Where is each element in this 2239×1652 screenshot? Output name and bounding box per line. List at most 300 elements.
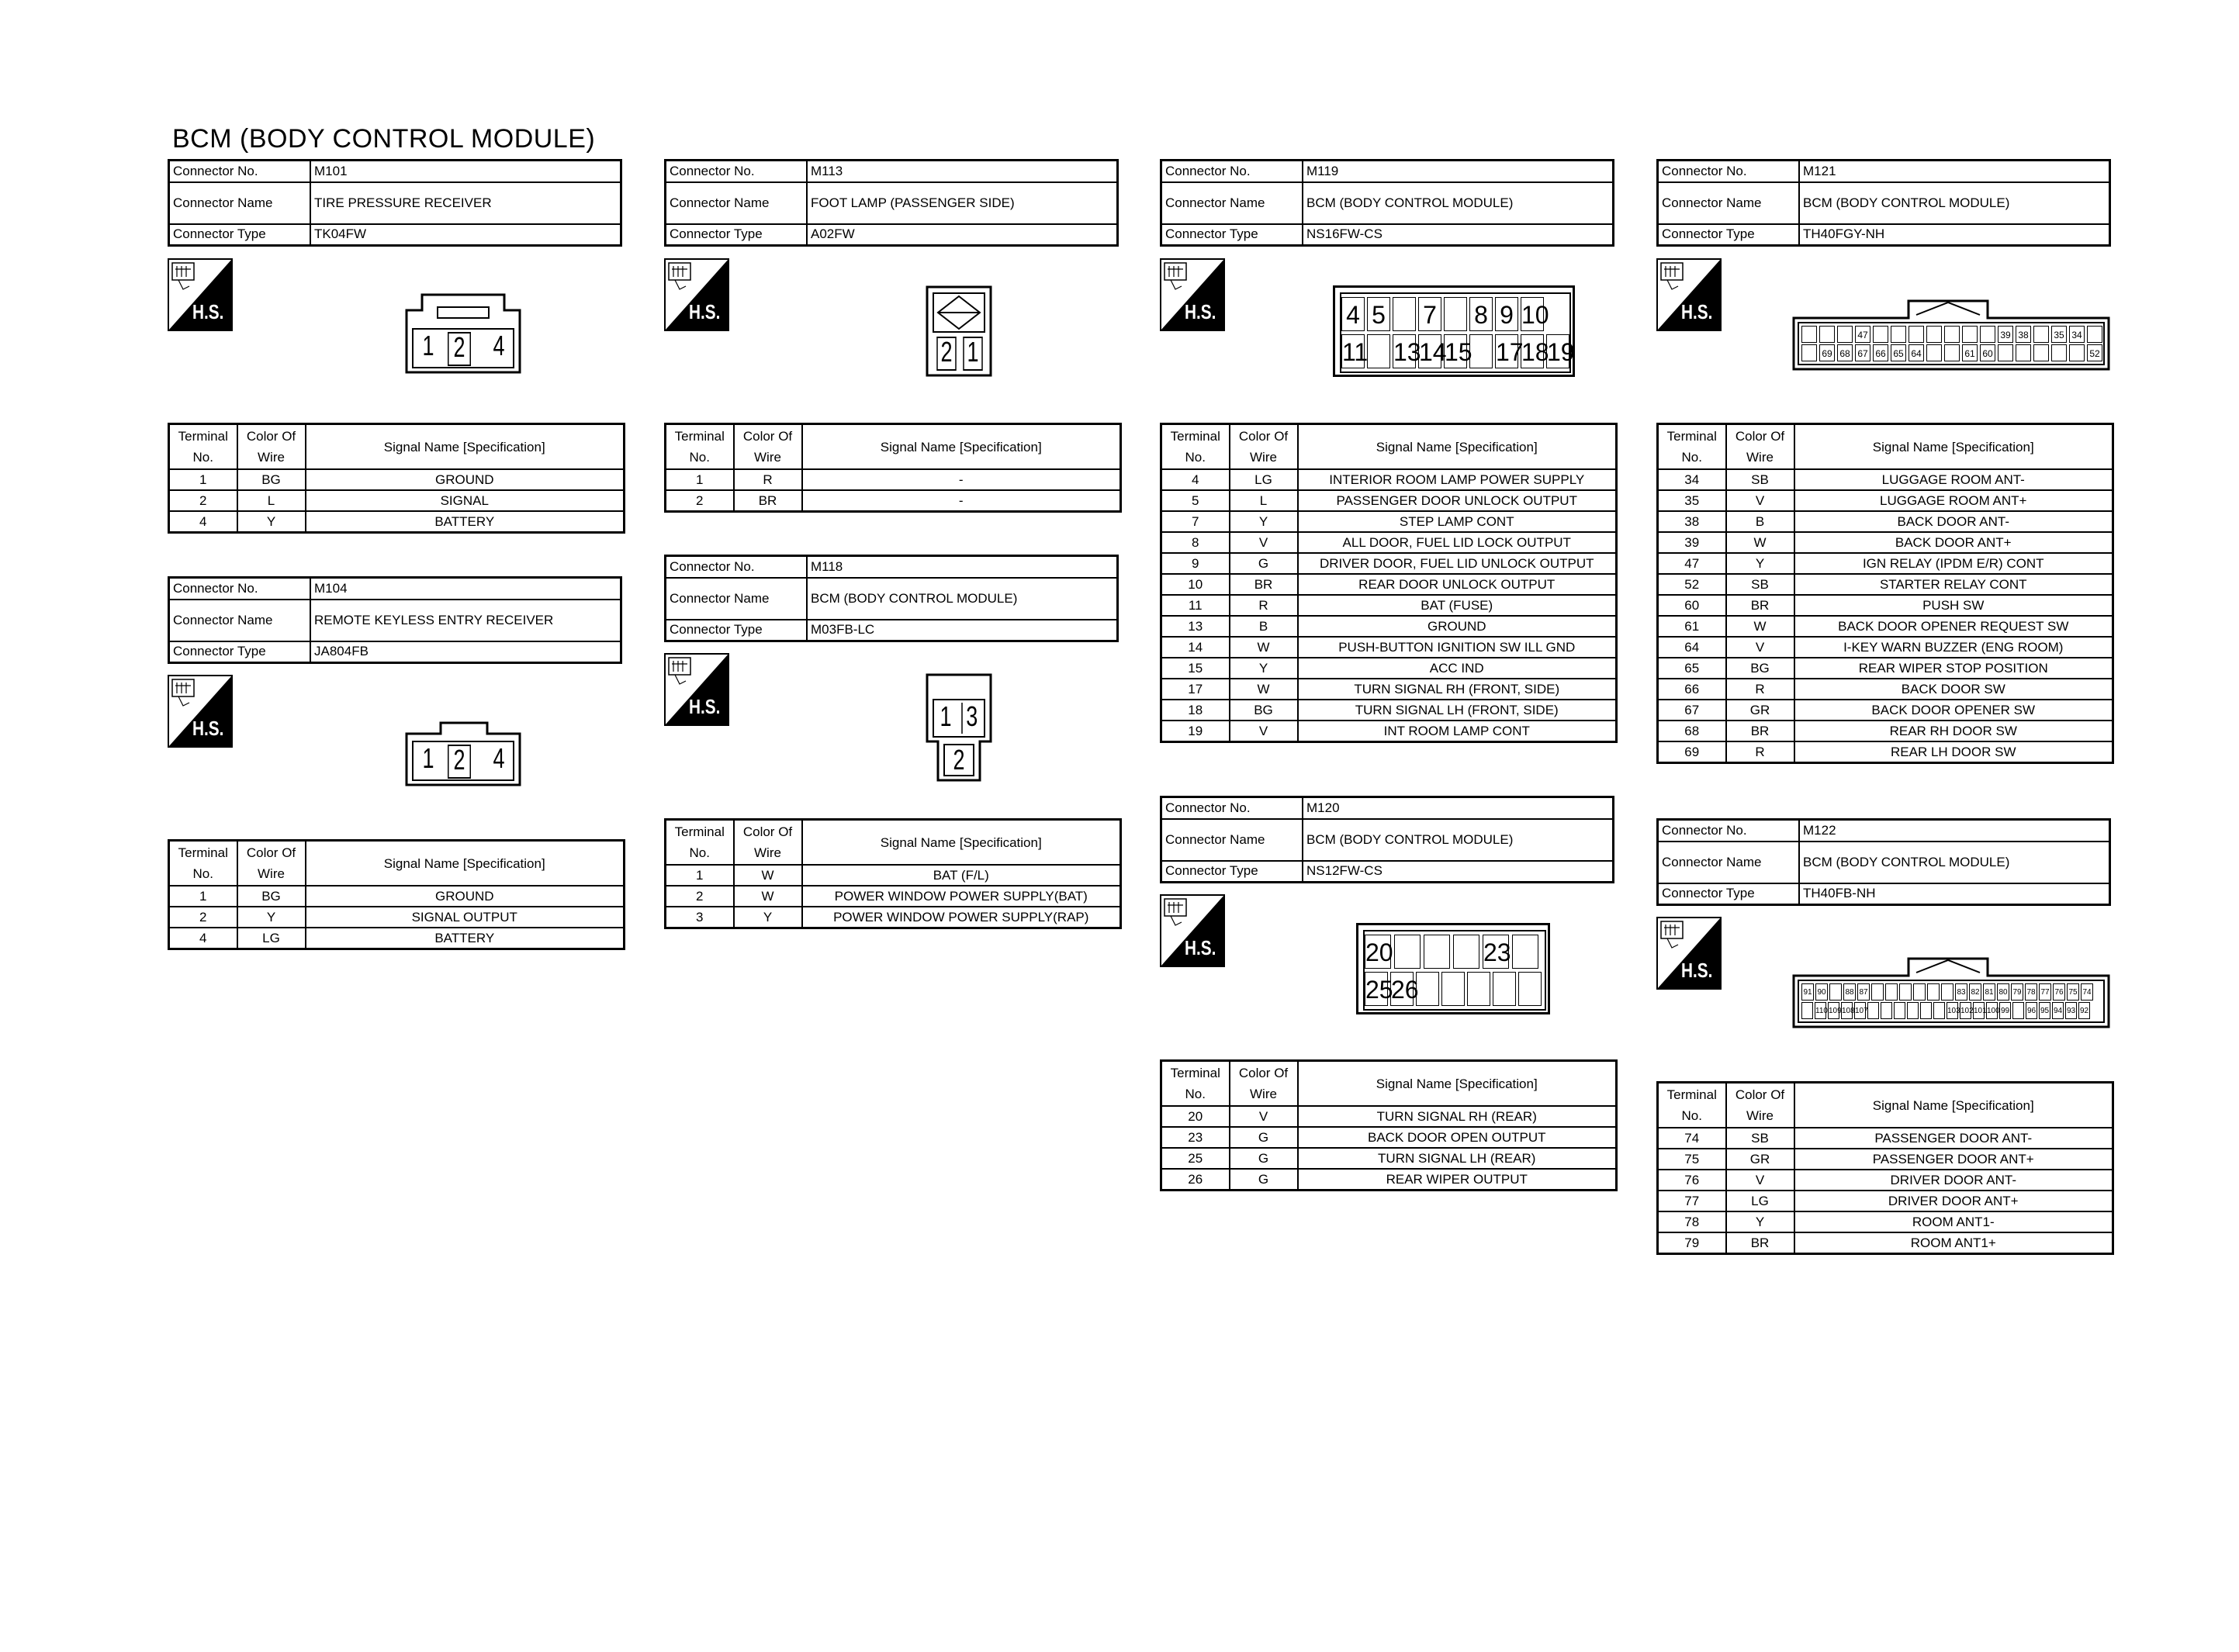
pin-empty bbox=[1441, 972, 1465, 1006]
table-row bbox=[666, 907, 1121, 928]
connector-face-m120 bbox=[1356, 923, 1550, 1014]
terminal-no-cell: 4 bbox=[169, 928, 237, 949]
terminal-no-cell: 2 bbox=[169, 490, 237, 511]
terminal-no-cell: 61 bbox=[1658, 616, 1726, 637]
pin-61: 61 bbox=[1962, 344, 1978, 361]
harness-side-icon bbox=[1656, 917, 1722, 990]
pin-102: 102 bbox=[1960, 1002, 1971, 1019]
signal-name-cell: GROUND bbox=[306, 886, 625, 907]
connector-info-m113 bbox=[664, 159, 1119, 247]
wire-color-cell: Y bbox=[1726, 553, 1794, 574]
pin-20: 20 bbox=[1365, 935, 1391, 969]
wire-color-cell: W bbox=[1726, 532, 1794, 553]
terminal-no-cell: 47 bbox=[1658, 553, 1726, 574]
terminal-no-cell: 14 bbox=[1161, 637, 1230, 658]
table-row bbox=[1658, 658, 2113, 679]
wire-color-cell: R bbox=[734, 469, 802, 490]
pin-empty bbox=[1801, 326, 1817, 343]
pin-empty bbox=[2069, 344, 2085, 361]
harness-side-icon bbox=[168, 675, 233, 748]
header-terminal-no: Terminal No. bbox=[666, 820, 734, 866]
wire-color-cell: W bbox=[734, 886, 802, 907]
label-connector-name: Connector Name bbox=[169, 182, 311, 224]
header-signal-name: Signal Name [Specification] bbox=[1298, 1061, 1617, 1107]
pin-77: 77 bbox=[2039, 983, 2051, 1001]
terminal-no-cell: 65 bbox=[1658, 658, 1726, 679]
label-connector-no: Connector No. bbox=[1161, 161, 1303, 182]
signal-name-cell: POWER WINDOW POWER SUPPLY(RAP) bbox=[802, 907, 1121, 928]
pin-1: 1 bbox=[422, 742, 434, 774]
terminal-no-cell: 69 bbox=[1658, 741, 1726, 763]
pin-empty bbox=[1829, 983, 1842, 1001]
pin-23: 23 bbox=[1483, 935, 1509, 969]
signal-name-cell: STEP LAMP CONT bbox=[1298, 511, 1617, 532]
table-row bbox=[169, 886, 625, 907]
connector-face-m119 bbox=[1333, 285, 1575, 377]
signal-name-cell: TURN SIGNAL RH (REAR) bbox=[1298, 1106, 1617, 1127]
pin-64: 64 bbox=[1909, 344, 1924, 361]
pin-92: 92 bbox=[2078, 1002, 2090, 1019]
signal-name-cell: STARTER RELAY CONT bbox=[1794, 574, 2113, 595]
terminal-no-cell: 5 bbox=[1161, 490, 1230, 511]
signal-table-m119 bbox=[1160, 423, 1618, 743]
pin-empty bbox=[2051, 344, 2067, 361]
pin-empty bbox=[1909, 326, 1924, 343]
wire-color-cell: SB bbox=[1726, 469, 1794, 490]
signal-name-cell: SIGNAL bbox=[306, 490, 625, 511]
terminal-no-cell: 1 bbox=[666, 865, 734, 886]
wire-color-cell: L bbox=[237, 490, 306, 511]
header-signal-name: Signal Name [Specification] bbox=[802, 820, 1121, 866]
pin-4: 4 bbox=[493, 742, 505, 774]
signal-name-cell: BACK DOOR OPENER SW bbox=[1794, 700, 2113, 721]
pin-empty bbox=[2016, 344, 2031, 361]
pin-2: 2 bbox=[936, 337, 957, 371]
pin-empty bbox=[1512, 935, 1538, 969]
header-signal-name: Signal Name [Specification] bbox=[306, 841, 625, 886]
pin-empty bbox=[1962, 326, 1978, 343]
pin-5: 5 bbox=[1367, 297, 1390, 331]
terminal-no-cell: 17 bbox=[1161, 679, 1230, 700]
pin-empty bbox=[1926, 326, 1942, 343]
pin-empty bbox=[2012, 1002, 2024, 1019]
label-connector-no: Connector No. bbox=[1161, 797, 1303, 819]
connector-type-value: TK04FW bbox=[310, 224, 621, 246]
pin-9: 9 bbox=[1495, 297, 1518, 331]
terminal-no-cell: 52 bbox=[1658, 574, 1726, 595]
label-connector-no: Connector No. bbox=[1658, 161, 1800, 182]
hs-label: H.S. bbox=[192, 717, 224, 740]
pin-60: 60 bbox=[1980, 344, 1995, 361]
connector-no-value: M118 bbox=[807, 556, 1118, 578]
table-row bbox=[1658, 595, 2113, 616]
header-color-of-wire: Color Of Wire bbox=[1230, 424, 1298, 470]
signal-name-cell: PUSH-BUTTON IGNITION SW ILL GND bbox=[1298, 637, 1617, 658]
pin-empty bbox=[1913, 983, 1926, 1001]
signal-name-cell: PUSH SW bbox=[1794, 595, 2113, 616]
pin-99: 99 bbox=[1999, 1002, 2011, 1019]
connector-no-value: M104 bbox=[310, 578, 621, 600]
wire-color-cell: Y bbox=[1230, 511, 1298, 532]
label-connector-name: Connector Name bbox=[666, 182, 808, 224]
wire-color-cell: R bbox=[1726, 679, 1794, 700]
terminal-no-cell: 13 bbox=[1161, 616, 1230, 637]
table-row bbox=[1658, 1170, 2113, 1191]
wire-color-cell: BR bbox=[1726, 721, 1794, 741]
connector-face-m101 bbox=[405, 293, 521, 374]
pin-96: 96 bbox=[2026, 1002, 2037, 1019]
connector-no-value: M119 bbox=[1303, 161, 1614, 182]
pin-empty bbox=[1801, 1002, 1813, 1019]
label-connector-type: Connector Type bbox=[1658, 224, 1800, 246]
table-row bbox=[1161, 1106, 1617, 1127]
pin-4: 4 bbox=[493, 330, 505, 361]
signal-name-cell: TURN SIGNAL RH (FRONT, SIDE) bbox=[1298, 679, 1617, 700]
header-signal-name: Signal Name [Specification] bbox=[306, 424, 625, 470]
connector-type-value: JA804FB bbox=[310, 641, 621, 663]
terminal-no-cell: 64 bbox=[1658, 637, 1726, 658]
connector-face-m122 bbox=[1792, 954, 2110, 1028]
pin-empty bbox=[1941, 983, 1954, 1001]
hs-label: H.S. bbox=[1185, 300, 1216, 323]
label-connector-name: Connector Name bbox=[1658, 182, 1800, 224]
pin-94: 94 bbox=[2052, 1002, 2064, 1019]
table-row bbox=[1658, 1191, 2113, 1211]
connector-type-value: NS16FW-CS bbox=[1303, 224, 1614, 246]
pin-15: 15 bbox=[1444, 334, 1467, 368]
signal-name-cell: REAR RH DOOR SW bbox=[1794, 721, 2113, 741]
table-row bbox=[1658, 637, 2113, 658]
pin-34: 34 bbox=[2069, 326, 2085, 343]
label-connector-name: Connector Name bbox=[666, 578, 808, 620]
terminal-no-cell: 4 bbox=[169, 511, 237, 533]
pin-87: 87 bbox=[1857, 983, 1870, 1001]
table-row bbox=[1161, 1148, 1617, 1169]
terminal-no-cell: 60 bbox=[1658, 595, 1726, 616]
terminal-no-cell: 18 bbox=[1161, 700, 1230, 721]
signal-name-cell: I-KEY WARN BUZZER (ENG ROOM) bbox=[1794, 637, 2113, 658]
signal-name-cell: TURN SIGNAL LH (REAR) bbox=[1298, 1148, 1617, 1169]
table-row bbox=[1658, 616, 2113, 637]
connector-face-m113 bbox=[926, 285, 992, 377]
label-connector-type: Connector Type bbox=[666, 620, 808, 641]
pin-empty bbox=[1871, 983, 1884, 1001]
pin-empty bbox=[1926, 344, 1942, 361]
pin-empty bbox=[1867, 1002, 1879, 1019]
pin-93: 93 bbox=[2065, 1002, 2077, 1019]
wire-color-cell: Y bbox=[237, 511, 306, 533]
signal-name-cell: BATTERY bbox=[306, 928, 625, 949]
pin-10: 10 bbox=[1521, 297, 1544, 331]
pin-38: 38 bbox=[2016, 326, 2031, 343]
signal-name-cell: ALL DOOR, FUEL LID LOCK OUTPUT bbox=[1298, 532, 1617, 553]
table-row bbox=[1161, 553, 1617, 574]
wire-color-cell: G bbox=[1230, 1148, 1298, 1169]
wire-color-cell: BG bbox=[237, 469, 306, 490]
label-connector-no: Connector No. bbox=[169, 578, 311, 600]
table-row bbox=[1161, 700, 1617, 721]
terminal-no-cell: 34 bbox=[1658, 469, 1726, 490]
header-terminal-no: Terminal No. bbox=[1161, 424, 1230, 470]
connector-type-value: TH40FB-NH bbox=[1799, 883, 2110, 905]
signal-name-cell: ACC IND bbox=[1298, 658, 1617, 679]
wire-color-cell: LG bbox=[237, 928, 306, 949]
header-terminal-no: Terminal No. bbox=[169, 424, 237, 470]
pin-empty bbox=[1885, 983, 1898, 1001]
pin-76: 76 bbox=[2053, 983, 2065, 1001]
wire-color-cell: V bbox=[1726, 490, 1794, 511]
terminal-no-cell: 7 bbox=[1161, 511, 1230, 532]
pin-2: 2 bbox=[448, 332, 471, 366]
terminal-no-cell: 67 bbox=[1658, 700, 1726, 721]
header-terminal-no: Terminal No. bbox=[1658, 1083, 1726, 1128]
connector-no-value: M122 bbox=[1799, 820, 2110, 842]
table-row bbox=[169, 928, 625, 949]
table-row bbox=[169, 511, 625, 533]
signal-name-cell: REAR LH DOOR SW bbox=[1794, 741, 2113, 763]
terminal-no-cell: 2 bbox=[169, 907, 237, 928]
header-color-of-wire: Color Of Wire bbox=[1726, 1083, 1794, 1128]
pin-empty bbox=[1467, 972, 1490, 1006]
table-row bbox=[1161, 490, 1617, 511]
wire-color-cell: Y bbox=[1230, 658, 1298, 679]
pin-4: 4 bbox=[1341, 297, 1365, 331]
wire-color-cell: V bbox=[1230, 721, 1298, 742]
wire-color-cell: V bbox=[1726, 1170, 1794, 1191]
signal-table-m101 bbox=[168, 423, 625, 534]
pin-74: 74 bbox=[2081, 983, 2093, 1001]
pin-17: 17 bbox=[1495, 334, 1518, 368]
signal-name-cell: DRIVER DOOR ANT- bbox=[1794, 1170, 2113, 1191]
connector-name-value: BCM (BODY CONTROL MODULE) bbox=[1799, 182, 2110, 224]
table-row bbox=[169, 907, 625, 928]
wire-color-cell: SB bbox=[1726, 574, 1794, 595]
connector-type-value: M03FB-LC bbox=[807, 620, 1118, 641]
pin-2: 2 bbox=[448, 745, 471, 779]
pin-empty bbox=[1944, 326, 1960, 343]
header-color-of-wire: Color Of Wire bbox=[237, 841, 306, 886]
connector-name-value: TIRE PRESSURE RECEIVER bbox=[310, 182, 621, 224]
label-connector-type: Connector Type bbox=[169, 224, 311, 246]
pin-empty bbox=[1927, 983, 1940, 1001]
wire-color-cell: Y bbox=[1726, 1211, 1794, 1232]
signal-name-cell: BAT (F/L) bbox=[802, 865, 1121, 886]
pin-empty bbox=[1873, 326, 1888, 343]
terminal-no-cell: 25 bbox=[1161, 1148, 1230, 1169]
pin-empty bbox=[1518, 972, 1542, 1006]
wire-color-cell: W bbox=[1230, 679, 1298, 700]
wire-color-cell: G bbox=[1230, 553, 1298, 574]
table-row bbox=[666, 490, 1121, 512]
wire-color-cell: R bbox=[1230, 595, 1298, 616]
terminal-no-cell: 15 bbox=[1161, 658, 1230, 679]
table-row bbox=[1161, 511, 1617, 532]
hs-label: H.S. bbox=[689, 695, 721, 718]
connector-no-value: M101 bbox=[310, 161, 621, 182]
table-row bbox=[169, 490, 625, 511]
pin-81: 81 bbox=[1983, 983, 1995, 1001]
table-row bbox=[1658, 553, 2113, 574]
label-connector-type: Connector Type bbox=[666, 224, 808, 246]
label-connector-no: Connector No. bbox=[1658, 820, 1800, 842]
wire-color-cell: BG bbox=[1726, 658, 1794, 679]
pin-47: 47 bbox=[1855, 326, 1870, 343]
terminal-no-cell: 11 bbox=[1161, 595, 1230, 616]
terminal-no-cell: 19 bbox=[1161, 721, 1230, 742]
pin-empty bbox=[1453, 935, 1479, 969]
connector-no-value: M121 bbox=[1799, 161, 2110, 182]
signal-name-cell: BACK DOOR SW bbox=[1794, 679, 2113, 700]
pin-empty bbox=[1998, 344, 2013, 361]
signal-name-cell: DRIVER DOOR ANT+ bbox=[1794, 1191, 2113, 1211]
pin-66: 66 bbox=[1873, 344, 1888, 361]
wire-color-cell: W bbox=[1726, 616, 1794, 637]
signal-name-cell: IGN RELAY (IPDM E/R) CONT bbox=[1794, 553, 2113, 574]
wire-color-cell: B bbox=[1726, 511, 1794, 532]
signal-name-cell: GROUND bbox=[306, 469, 625, 490]
signal-name-cell: REAR WIPER OUTPUT bbox=[1298, 1169, 1617, 1191]
header-signal-name: Signal Name [Specification] bbox=[1298, 424, 1617, 470]
terminal-no-cell: 78 bbox=[1658, 1211, 1726, 1232]
table-row bbox=[1161, 637, 1617, 658]
table-row bbox=[1658, 1149, 2113, 1170]
terminal-no-cell: 79 bbox=[1658, 1232, 1726, 1254]
table-row bbox=[666, 865, 1121, 886]
signal-name-cell: ROOM ANT1+ bbox=[1794, 1232, 2113, 1254]
pin-39: 39 bbox=[1998, 326, 2013, 343]
table-row bbox=[1161, 658, 1617, 679]
header-terminal-no: Terminal No. bbox=[169, 841, 237, 886]
wire-color-cell: BR bbox=[1230, 574, 1298, 595]
label-connector-no: Connector No. bbox=[169, 161, 311, 182]
pin-empty bbox=[1881, 1002, 1892, 1019]
connector-type-value: NS12FW-CS bbox=[1303, 861, 1614, 883]
wire-color-cell: R bbox=[1726, 741, 1794, 763]
terminal-no-cell: 76 bbox=[1658, 1170, 1726, 1191]
table-row bbox=[1161, 574, 1617, 595]
pin-11: 11 bbox=[1341, 334, 1365, 368]
table-row bbox=[1658, 1232, 2113, 1254]
table-row bbox=[666, 469, 1121, 490]
pin-52: 52 bbox=[2087, 344, 2102, 361]
signal-name-cell: PASSENGER DOOR UNLOCK OUTPUT bbox=[1298, 490, 1617, 511]
connector-info-m104 bbox=[168, 576, 622, 664]
pin-empty bbox=[1801, 344, 1817, 361]
label-connector-type: Connector Type bbox=[1161, 861, 1303, 883]
signal-name-cell: REAR DOOR UNLOCK OUTPUT bbox=[1298, 574, 1617, 595]
header-color-of-wire: Color Of Wire bbox=[1230, 1061, 1298, 1107]
pin-100: 100 bbox=[1986, 1002, 1998, 1019]
table-row bbox=[1658, 469, 2113, 490]
wire-color-cell: LG bbox=[1726, 1191, 1794, 1211]
pin-69: 69 bbox=[1819, 344, 1835, 361]
pin-82: 82 bbox=[1969, 983, 1981, 1001]
pin-108: 108 bbox=[1841, 1002, 1853, 1019]
pin-109: 109 bbox=[1828, 1002, 1839, 1019]
pin-67: 67 bbox=[1855, 344, 1870, 361]
pin-78: 78 bbox=[2025, 983, 2037, 1001]
pin-107: 107 bbox=[1854, 1002, 1866, 1019]
signal-table-m121 bbox=[1656, 423, 2114, 764]
pin-80: 80 bbox=[1997, 983, 2009, 1001]
pin-empty bbox=[1891, 326, 1906, 343]
table-row bbox=[1161, 679, 1617, 700]
table-row bbox=[1658, 1211, 2113, 1232]
signal-name-cell: DRIVER DOOR, FUEL LID UNLOCK OUTPUT bbox=[1298, 553, 1617, 574]
signal-table-m122 bbox=[1656, 1081, 2114, 1255]
connector-type-value: TH40FGY-NH bbox=[1799, 224, 2110, 246]
table-row bbox=[169, 469, 625, 490]
terminal-no-cell: 4 bbox=[1161, 469, 1230, 490]
pin-1: 1 bbox=[422, 330, 434, 361]
wire-color-cell: BR bbox=[734, 490, 802, 512]
pin-empty bbox=[1899, 983, 1912, 1001]
label-connector-type: Connector Type bbox=[1658, 883, 1800, 905]
label-connector-name: Connector Name bbox=[1161, 819, 1303, 861]
signal-table-m120 bbox=[1160, 1059, 1618, 1191]
wire-color-cell: SB bbox=[1726, 1128, 1794, 1149]
connector-info-m121 bbox=[1656, 159, 2111, 247]
wire-color-cell: W bbox=[734, 865, 802, 886]
connector-no-value: M120 bbox=[1303, 797, 1614, 819]
terminal-no-cell: 39 bbox=[1658, 532, 1726, 553]
table-row bbox=[1161, 616, 1617, 637]
pin-95: 95 bbox=[2039, 1002, 2050, 1019]
harness-side-icon bbox=[1160, 894, 1225, 967]
pin-83: 83 bbox=[1955, 983, 1967, 1001]
wire-color-cell: GR bbox=[1726, 1149, 1794, 1170]
pin-101: 101 bbox=[1973, 1002, 1985, 1019]
table-row bbox=[1658, 532, 2113, 553]
wire-color-cell: G bbox=[1230, 1169, 1298, 1191]
hs-label: H.S. bbox=[689, 300, 721, 323]
header-signal-name: Signal Name [Specification] bbox=[1794, 424, 2113, 470]
connector-face-m118 bbox=[926, 673, 992, 782]
table-row bbox=[1658, 679, 2113, 700]
signal-name-cell: GROUND bbox=[1298, 616, 1617, 637]
header-terminal-no: Terminal No. bbox=[1161, 1061, 1230, 1107]
hs-label: H.S. bbox=[1681, 300, 1713, 323]
signal-name-cell: BAT (FUSE) bbox=[1298, 595, 1617, 616]
terminal-no-cell: 23 bbox=[1161, 1127, 1230, 1148]
table-row bbox=[1658, 721, 2113, 741]
pin-35: 35 bbox=[2051, 326, 2067, 343]
header-color-of-wire: Color Of Wire bbox=[1726, 424, 1794, 470]
wire-color-cell: B bbox=[1230, 616, 1298, 637]
pin-25: 25 bbox=[1365, 972, 1388, 1006]
label-connector-type: Connector Type bbox=[1161, 224, 1303, 246]
signal-name-cell: LUGGAGE ROOM ANT+ bbox=[1794, 490, 2113, 511]
pin-empty bbox=[1367, 334, 1390, 368]
pin-empty bbox=[1980, 326, 1995, 343]
pin-empty bbox=[1416, 972, 1439, 1006]
signal-table-m104 bbox=[168, 839, 625, 950]
page-title: BCM (BODY CONTROL MODULE) bbox=[172, 124, 596, 154]
table-row bbox=[1658, 741, 2113, 763]
pin-1: 1 bbox=[940, 700, 952, 732]
wire-color-cell: G bbox=[1230, 1127, 1298, 1148]
pin-empty bbox=[2033, 326, 2049, 343]
signal-name-cell: REAR WIPER STOP POSITION bbox=[1794, 658, 2113, 679]
header-signal-name: Signal Name [Specification] bbox=[1794, 1083, 2113, 1128]
signal-name-cell: SIGNAL OUTPUT bbox=[306, 907, 625, 928]
connector-face-m104 bbox=[405, 721, 521, 786]
pin-empty bbox=[1819, 326, 1835, 343]
terminal-no-cell: 20 bbox=[1161, 1106, 1230, 1127]
connector-name-value: REMOTE KEYLESS ENTRY RECEIVER bbox=[310, 600, 621, 641]
terminal-no-cell: 66 bbox=[1658, 679, 1726, 700]
terminal-no-cell: 35 bbox=[1658, 490, 1726, 511]
